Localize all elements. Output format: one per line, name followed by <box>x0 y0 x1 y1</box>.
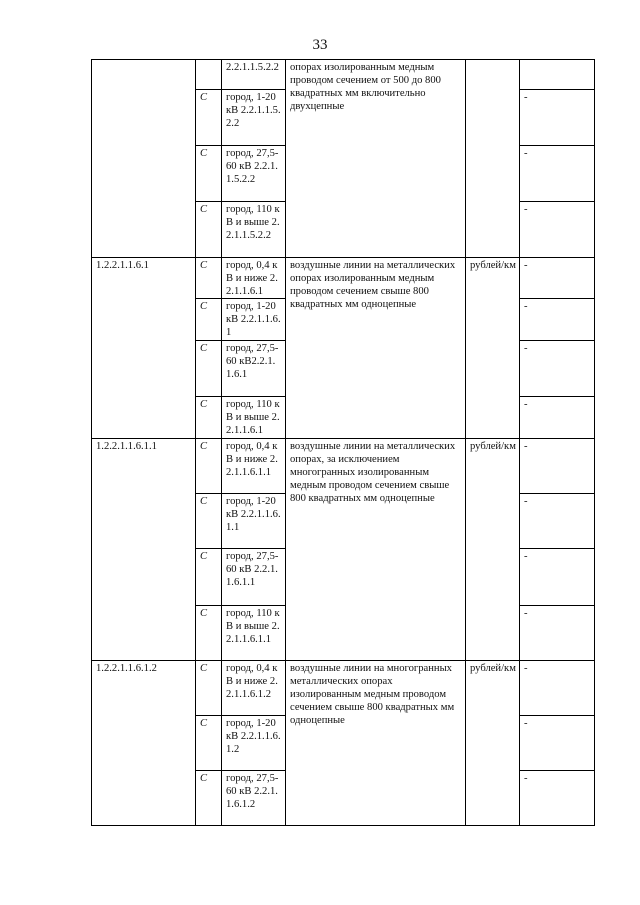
rate-value: - <box>520 661 595 716</box>
region-voltage: 2.2.1.1.5.2.2 <box>222 60 286 90</box>
line-description: опорах изолированным медным проводом сечением от 500 до 800 квадратных мм включительно двухцепные <box>286 60 466 258</box>
rate-value: - <box>520 606 595 661</box>
unit-of-measure: рублей/км <box>466 661 520 826</box>
category-letter: С <box>196 494 222 549</box>
unit-of-measure: рублей/км <box>466 258 520 439</box>
line-description: воздушные линии на металлических опорах изолированным медным проводом сечением свыше 800 квадратных мм одноцепные <box>286 258 466 439</box>
region-voltage: город, 27,5-60 кВ2.2.1.1.6.1 <box>222 341 286 397</box>
category-letter: С <box>196 606 222 661</box>
region-voltage: город, 0,4 кВ и ниже 2.2.1.1.6.1.2 <box>222 661 286 716</box>
rate-value: - <box>520 299 595 341</box>
region-voltage: город, 1-20 кВ 2.2.1.1.6.1.2 <box>222 716 286 771</box>
rate-value: - <box>520 716 595 771</box>
table-row <box>92 661 595 716</box>
category-letter: С <box>196 299 222 341</box>
table-row <box>92 439 595 494</box>
unit-of-measure: рублей/км <box>466 439 520 661</box>
rate-value: - <box>520 258 595 299</box>
unit-of-measure <box>466 60 520 258</box>
region-voltage: город, 27,5-60 кВ 2.2.1.1.6.1.2 <box>222 771 286 826</box>
region-voltage: город, 27,5-60 кВ 2.2.1.1.6.1.1 <box>222 549 286 606</box>
category-letter: С <box>196 439 222 494</box>
category-letter: С <box>196 661 222 716</box>
rate-value: - <box>520 397 595 439</box>
rate-value: - <box>520 439 595 494</box>
rate-value: - <box>520 146 595 202</box>
region-voltage: город, 0,4 кВ и ниже 2.2.1.1.6.1 <box>222 258 286 299</box>
category-letter: С <box>196 146 222 202</box>
category-letter: С <box>196 397 222 439</box>
category-letter: С <box>196 549 222 606</box>
page-number: 33 <box>312 37 328 53</box>
region-voltage: город, 27,5-60 кВ 2.2.1.1.5.2.2 <box>222 146 286 202</box>
line-description: воздушные линии на металлических опорах, за исключением многогранных изолированным медным проводом сечением свыше 800 квадратных мм одноцепные <box>286 439 466 661</box>
category-letter <box>196 60 222 90</box>
category-letter: С <box>196 90 222 146</box>
rate-value: - <box>520 771 595 826</box>
category-letter: С <box>196 341 222 397</box>
table-row <box>92 258 595 299</box>
rate-value <box>520 60 595 90</box>
category-letter: С <box>196 716 222 771</box>
row-code: 1.2.2.1.1.6.1 <box>92 258 196 439</box>
region-voltage: город, 110 кВ и выше 2.2.1.1.6.1.1 <box>222 606 286 661</box>
line-description: воздушные линии на многогранных металлических опорах изолированным медным проводом сечением свыше 800 квадратных мм одноцепные <box>286 661 466 826</box>
rate-value: - <box>520 549 595 606</box>
rate-value: - <box>520 494 595 549</box>
category-letter: С <box>196 258 222 299</box>
region-voltage: город, 1-20 кВ 2.2.1.1.6.1 <box>222 299 286 341</box>
region-voltage: город, 110 кВ и выше 2.2.1.1.5.2.2 <box>222 202 286 258</box>
category-letter: С <box>196 771 222 826</box>
rate-value: - <box>520 90 595 146</box>
rate-value: - <box>520 341 595 397</box>
rate-value: - <box>520 202 595 258</box>
row-code <box>92 60 196 258</box>
region-voltage: город, 0,4 кВ и ниже 2.2.1.1.6.1.1 <box>222 439 286 494</box>
row-code: 1.2.2.1.1.6.1.1 <box>92 439 196 661</box>
row-code: 1.2.2.1.1.6.1.2 <box>92 661 196 826</box>
region-voltage: город, 1-20 кВ 2.2.1.1.5.2.2 <box>222 90 286 146</box>
region-voltage: город, 110 кВ и выше 2.2.1.1.6.1 <box>222 397 286 439</box>
table-row <box>92 60 595 90</box>
tariff-table <box>91 59 595 826</box>
region-voltage: город, 1-20 кВ 2.2.1.1.6.1.1 <box>222 494 286 549</box>
category-letter: С <box>196 202 222 258</box>
